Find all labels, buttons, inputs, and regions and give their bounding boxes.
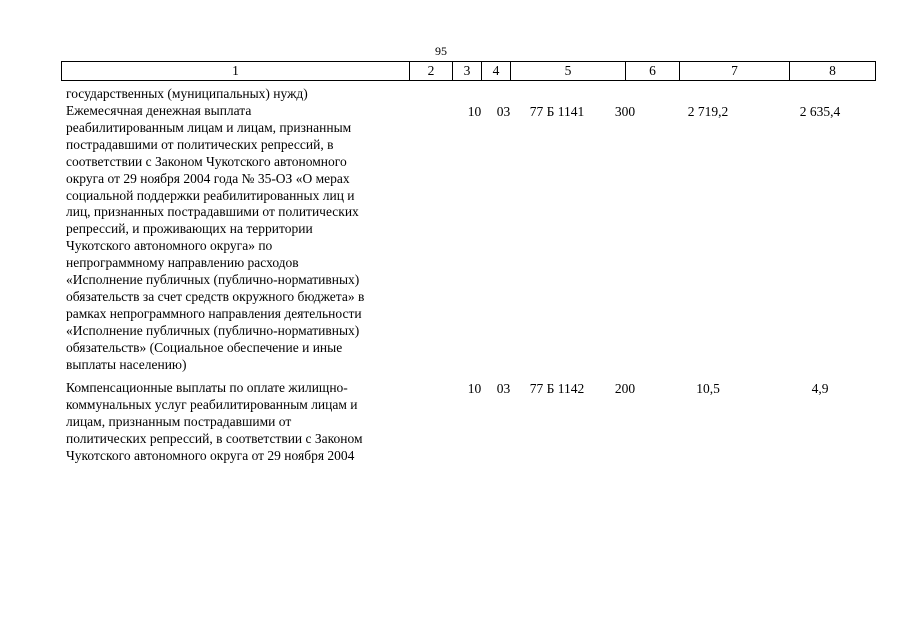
row-amount-1: 2 719,2 — [687, 104, 729, 119]
row-section: 10 — [467, 104, 482, 119]
row-description: Компенсационные выплаты по оплате жилищно- коммунальных услуг реабилитированным лицам и лицам, признанным пострадавшими от политических репрессий, в соответствии с Законом Чукотского автономного округа от 29 ноября 2004 — [66, 380, 363, 463]
column-header-6: 6 — [626, 62, 680, 81]
column-header-5: 5 — [511, 62, 626, 81]
column-header-row — [62, 62, 876, 81]
column-header-1: 1 — [62, 62, 410, 81]
row-amount-2: 4,9 — [811, 381, 829, 396]
row-amount-1: 10,5 — [696, 381, 720, 396]
row-target-article: 77 Б 1141 — [529, 104, 585, 119]
row-subsection: 03 — [496, 381, 511, 396]
column-header-8: 8 — [790, 62, 876, 81]
row-expense-type: 300 — [614, 104, 636, 119]
row-subsection: 03 — [496, 104, 511, 119]
row-expense-type: 200 — [614, 381, 636, 396]
page-number: 95 — [435, 44, 447, 58]
column-header-table — [61, 61, 876, 81]
row-amount-2: 2 635,4 — [799, 104, 841, 119]
continuation-text: государственных (муниципальных) нужд) — [66, 86, 308, 101]
column-header-7: 7 — [680, 62, 790, 81]
column-header-3: 3 — [453, 62, 482, 81]
row-section: 10 — [467, 381, 482, 396]
column-header-4: 4 — [482, 62, 511, 81]
row-description: Ежемесячная денежная выплата реабилитированным лицам и лицам, признанным пострадавшими от политических репрессий, в соответствии с Законом Чукотского автономного округа от 29 ноября 2004 года № 35-ОЗ «О мерах социальной поддержки реабилитированных лиц и лиц, признанных пострадавшими от политических репрессий, и проживающих на территории Чукотского автономного округа» по непрограммному направлению расходов «Исполнение публичных (публично-нормативных) обязательств за счет средств окружного бюджета» в рамках непрограммного направления деятельности «Исполнение публичных (публично-нормативных) обязательств» (Социальное обеспечение и иные выплаты населению) — [66, 103, 365, 372]
column-header-2: 2 — [410, 62, 453, 81]
row-target-article: 77 Б 1142 — [529, 381, 585, 396]
